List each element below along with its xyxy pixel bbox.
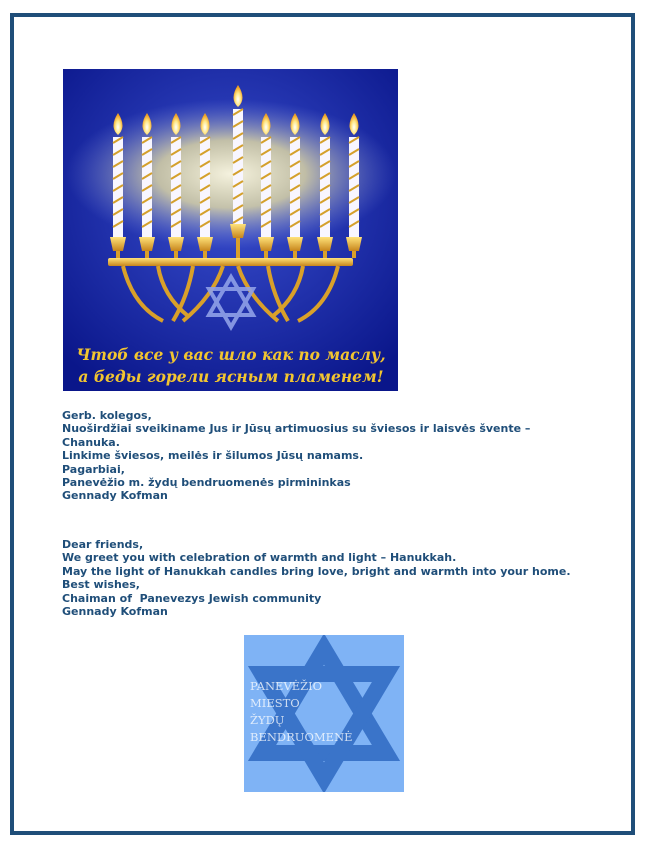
lithuanian-greeting	[62, 409, 582, 503]
community-logo-text	[250, 678, 353, 746]
hanukkah-menorah-image	[63, 69, 398, 391]
lithuanian-line: Pagarbiai,	[62, 462, 125, 476]
logo-text-line: MIESTO	[250, 696, 300, 710]
lithuanian-line: Nuoširdžiai sveikiname Jus ir Jūsų artimuosius su šviesos ir laisvės švente – Chanuka.	[62, 422, 535, 449]
logo-text-line: PANEVĖŽIO	[250, 679, 323, 693]
caption-line-1: Чтоб все у вас шло как по маслу,	[76, 345, 386, 364]
english-line: Dear friends,	[62, 538, 144, 551]
lithuanian-line: Gennady Kofman	[62, 489, 168, 503]
lithuanian-line: Linkime šviesos, meilės ir šilumos Jūsų namams.	[62, 449, 364, 463]
lithuanian-line: Panevėžio m. žydų bendruomenės pirmininkas	[62, 476, 351, 490]
lithuanian-line: Gerb. kolegos,	[62, 409, 152, 422]
caption-line-2: а беды горели ясным пламенем!	[78, 367, 384, 386]
logo-text-line: ŽYDŲ	[250, 713, 285, 727]
english-line: We greet you with celebration of warmth and light – Hanukkah.	[62, 551, 457, 565]
english-line: Chaiman of Panevezys Jewish community	[62, 591, 322, 605]
logo-text-line: BENDRUOMENĖ	[250, 730, 353, 744]
english-line: Gennady Kofman	[62, 605, 168, 619]
english-line: May the light of Hanukkah candles bring love, bright and warmth into your home.	[62, 564, 571, 578]
english-line: Best wishes,	[62, 578, 140, 592]
english-greeting	[62, 538, 582, 618]
